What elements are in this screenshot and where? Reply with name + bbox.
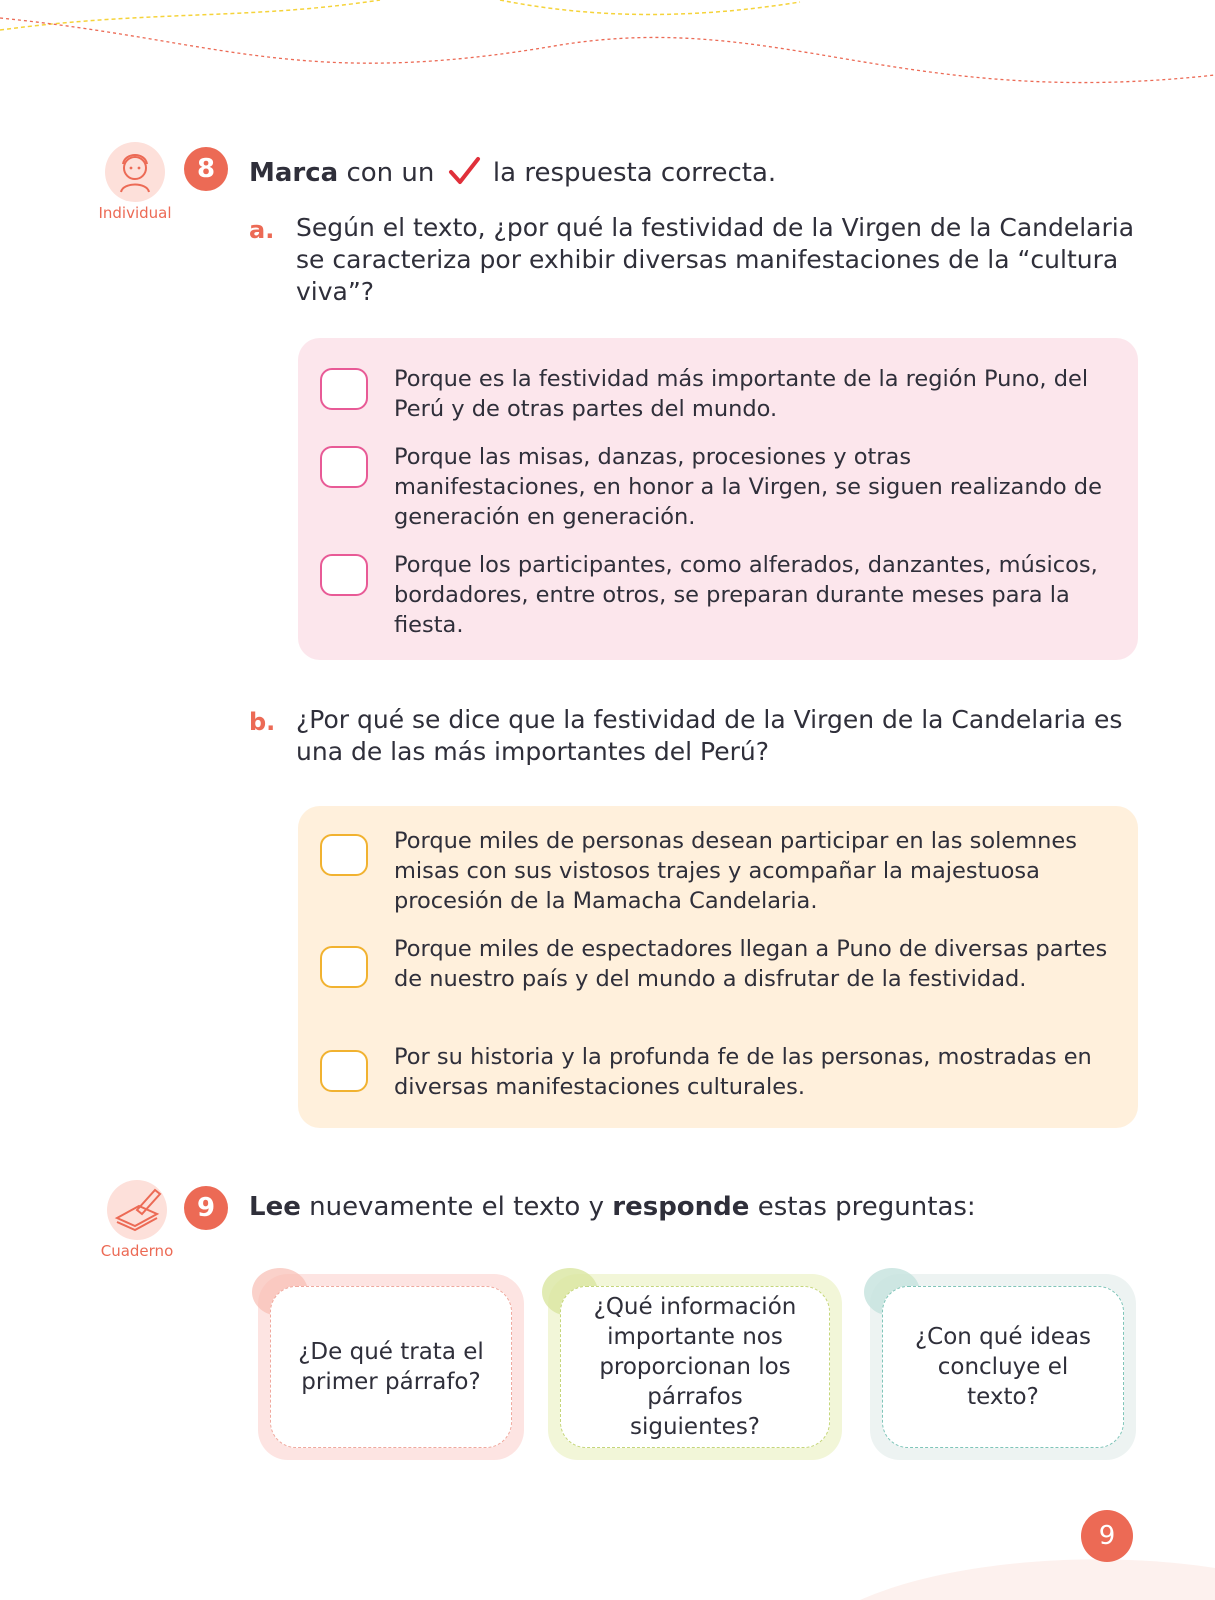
options-panel-b [298, 806, 1138, 1128]
bottom-decoration [0, 1540, 1215, 1600]
mode-cuaderno [82, 1180, 192, 1260]
answer-checkbox[interactable] [320, 446, 368, 488]
activity-9-instruction: Lee nuevamente el texto y responde estas preguntas: [249, 1192, 976, 1222]
mode-individual [80, 142, 190, 222]
option-text: Porque miles de personas desean participar en las solemnes misas con sus vistosos trajes y acompañar la majestuosa procesión de la Mamacha Candelaria. [394, 828, 1077, 914]
option-text: Por su historia y la profunda fe de las personas, mostradas en diversas manifestaciones culturales. [394, 1044, 1092, 1100]
question-b-text: ¿Por qué se dice que la festividad de la Virgen de la Candelaria es una de las más importantes del Perú? [296, 705, 1123, 766]
option-text: Porque las misas, danzas, procesiones y otras manifestaciones, en honor a la Virgen, se siguen realizando de generación en generación. [394, 444, 1102, 530]
option-text: Porque es la festividad más importante de la región Puno, del Perú y de otras partes del mundo. [394, 366, 1089, 422]
question-letter: a. [249, 216, 275, 244]
question-a-text: Según el texto, ¿por qué la festividad de la Virgen de la Candelaria se caracteriza por exhibir diversas manifestaciones de la “cultura viva”? [296, 213, 1135, 306]
answer-checkbox[interactable] [320, 1050, 368, 1092]
option-text: Porque los participantes, como alferados, danzantes, músicos, bordadores, entre otros, se preparan durante meses para la fiesta. [394, 552, 1098, 638]
question-card-text: ¿Con qué ideas concluye el texto? [882, 1286, 1124, 1448]
top-wave-decoration [0, 0, 1215, 110]
notebook-pencil-icon [107, 1180, 167, 1240]
question-card [548, 1274, 842, 1460]
instruction-verb: Marca [249, 158, 339, 188]
student-avatar-icon [105, 142, 165, 202]
activity-8-instruction: Marca con un la respuesta correcta. [249, 155, 776, 188]
option-text: Porque miles de espectadores llegan a Puno de diversas partes de nuestro país y del mundo a disfrutar de la festividad. [394, 936, 1108, 992]
check-mark-icon [447, 155, 481, 187]
options-panel-a [298, 338, 1138, 660]
page-number: 9 [1081, 1510, 1133, 1562]
answer-checkbox[interactable] [320, 368, 368, 410]
answer-checkbox[interactable] [320, 834, 368, 876]
mode-label: Individual [98, 204, 172, 222]
answer-checkbox[interactable] [320, 554, 368, 596]
question-letter: b. [249, 708, 276, 736]
answer-checkbox[interactable] [320, 946, 368, 988]
question-card-text: ¿De qué trata el primer párrafo? [270, 1286, 512, 1448]
mode-label: Cuaderno [100, 1242, 174, 1260]
activity-number-badge: 8 [184, 147, 228, 191]
question-card-text: ¿Qué información importante nos proporcionan los párrafos siguientes? [560, 1286, 830, 1448]
activity-number-badge: 9 [184, 1186, 228, 1230]
question-card [258, 1274, 524, 1460]
question-card [870, 1274, 1136, 1460]
